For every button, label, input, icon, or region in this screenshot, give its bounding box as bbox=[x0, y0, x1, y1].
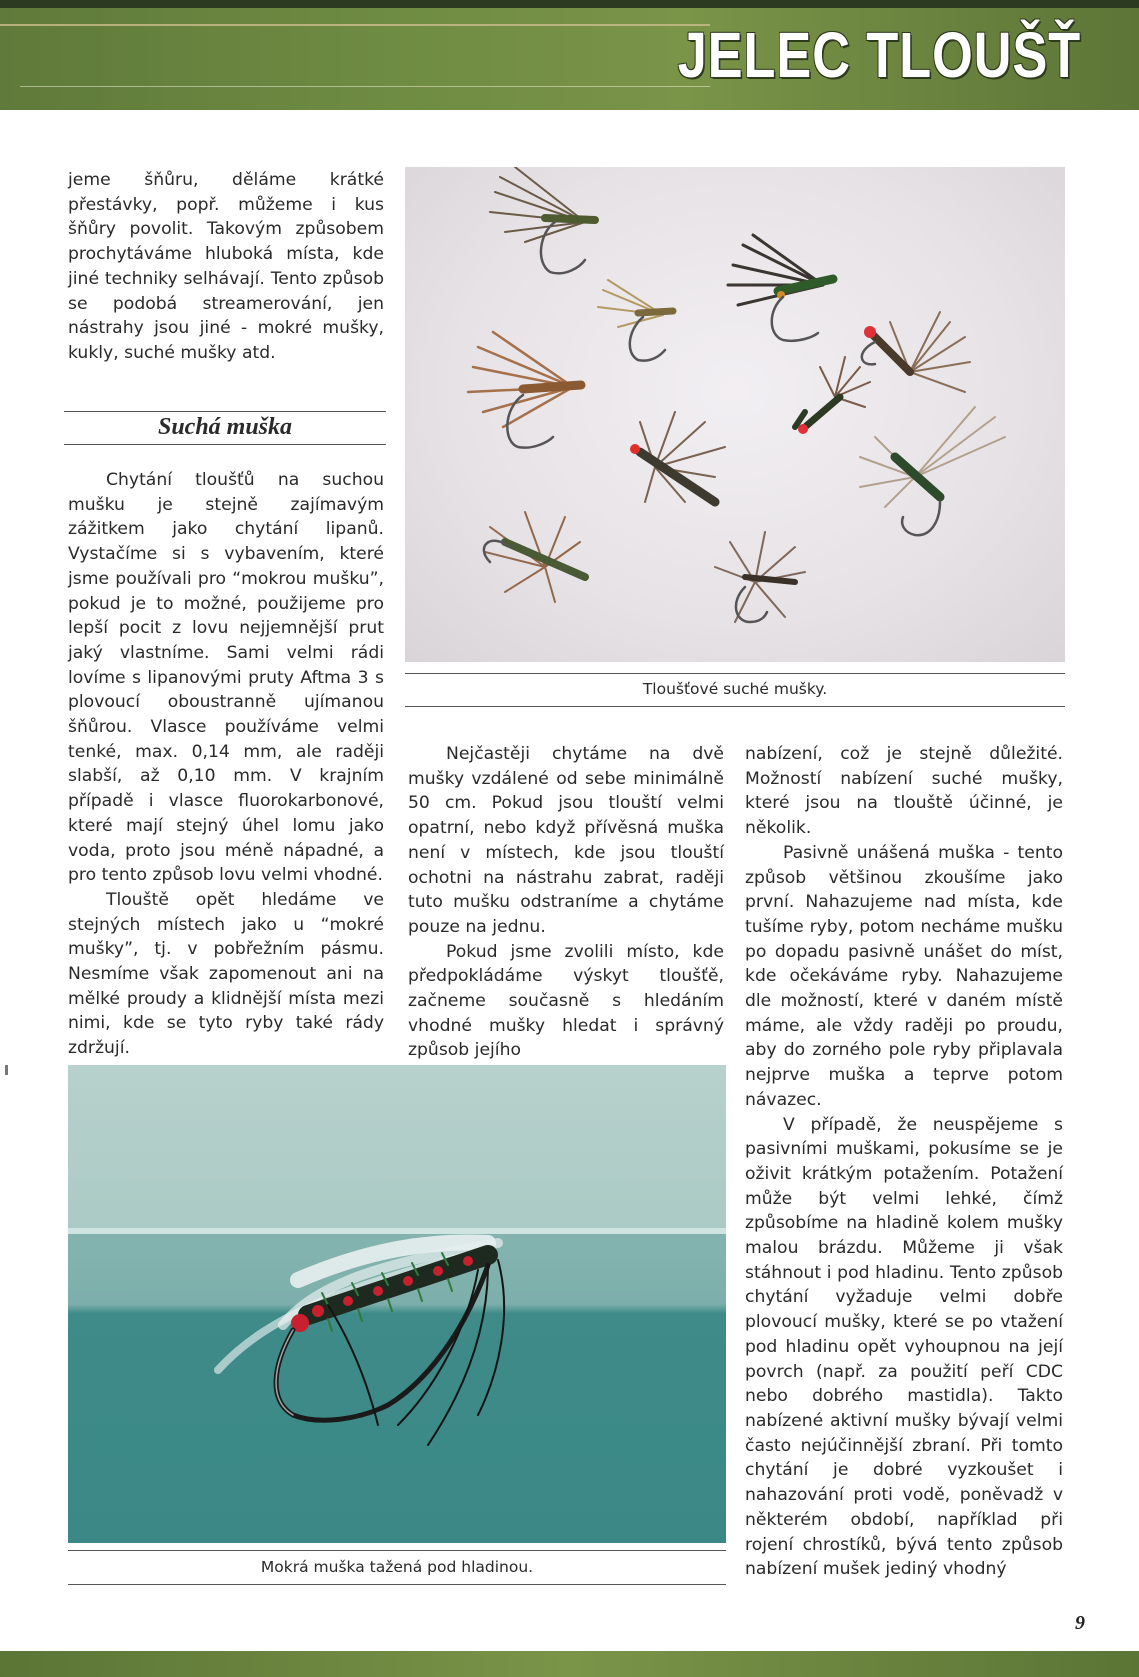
col1-intro-text bbox=[68, 168, 384, 366]
heading-rule-bottom bbox=[64, 444, 386, 445]
fly bbox=[490, 167, 595, 273]
fly bbox=[715, 532, 805, 622]
fly bbox=[862, 312, 970, 392]
paragraph: Tlouště opět hledáme ve stejných místech jako u “mokré mušky”, tj. v pobřežním pásmu. Nesmíme však zapomenout ani na mělké proudy a klidnější místa mezi nimi, kde se tyto ryby také rády zdržují. bbox=[68, 889, 384, 1059]
fly bbox=[860, 407, 1005, 535]
dry-flies-photo bbox=[405, 167, 1065, 662]
page-title: JELEC TLOUŠŤ bbox=[677, 19, 1081, 91]
paragraph: jeme šňůru, děláme krátké přestávky, popř. můžeme i kus šňůry povolit. Takovým způsobem prochytáváme hluboká místa, kde jiné techniky selhávají. Tento způsob se podobá streamerování, jen nástrahy jsou jiné - mokré mušky, kukly, suché mušky atd. bbox=[68, 170, 384, 363]
footer-band bbox=[0, 1651, 1139, 1677]
paragraph: V případě, že neuspějeme s pasivními muškami, pokusíme se je oživit krátkým potažením. Potažení může být velmi lehké, čímž způsobíme na hladině kolem mušky malou brázdu. Můžeme ji však stáhnout i pod hladinu. Tento způsob chytání vyžaduje velmi dobře plovoucí mušky, které se po vtažení pod hladinu opět vyhoupnou na její povrch (např. za použití peří CDC nebo dobrého mastidla). Takto nabízené aktivní mušky bývají velmi často nejúčinnější zbraní. Při tomto chytání je dobré vyzkoušet i nahazování proti vodě, poněvadž v některém období, například při rojení chrostíků, bývá tento způsob nabízení mušek jediný vhodný bbox=[745, 1114, 1063, 1580]
wet-fly-illustration bbox=[68, 1065, 726, 1543]
paragraph: Chytání tloušťů na suchou mušku je stejně zajímavým zážitkem jako chytání lipanů. Vystačíme si s vybavením, které jsme používali pro “mokrou mušku”, pokud je to možné, použijeme pro lepší pocit z lovu nejjemnější prut jaký vlastníme. Sami velmi rádi lovíme s lipanovými pruty Aftma 3 s plovoucí oboustranně ujímanou šňůrou. Vlasce používáme velmi tenké, max. 0,14 mm, ale raději slabší, až 0,10 mm. V krajním případě i vlasce fluorokarbonové, které mají stejný úhel lomu jako voda, proto jsou méně nápadné, a pro tento způsob lovu velmi vhodné. bbox=[68, 470, 384, 886]
photo2-caption: Mokrá muška tažená pod hladinou. bbox=[260, 1558, 534, 1576]
wet-fly-photo bbox=[68, 1065, 726, 1543]
header-band bbox=[0, 0, 1139, 110]
paragraph: nabízení, což je stejně důležité. Možností nabízení suché mušky, které jsou na tlouště účinné, je několik. bbox=[745, 744, 1063, 839]
fly bbox=[630, 412, 725, 502]
fly bbox=[728, 235, 833, 341]
paragraph: Pokud jsme zvolili místo, kde předpokládáme výskyt tloušťě, začneme současně s hledáním vhodné mušky hledat i správný způsob jejího bbox=[408, 941, 724, 1061]
photo1-caption: Tloušťové suché mušky. bbox=[642, 680, 828, 698]
fly bbox=[798, 357, 870, 434]
fly bbox=[468, 332, 581, 448]
dry-flies-illustration bbox=[405, 167, 1065, 662]
caption-rule-bottom bbox=[405, 706, 1065, 707]
caption-rule-top bbox=[68, 1550, 726, 1551]
section-heading: Suchá muška bbox=[157, 414, 293, 440]
caption-rule-bottom bbox=[68, 1584, 726, 1585]
col2-text bbox=[408, 742, 724, 1063]
paragraph: Nejčastěji chytáme na dvě mušky vzdálené od sebe minimálně 50 cm. Pokud jsou tlouští velmi opatrní, nebo když přívěsná muška není v místech, kde jsou tlouští ochotni na nástrahu zabrat, raději tuto mušku odstraníme a chytáme pouze na jednu. bbox=[408, 744, 724, 937]
col1-body-text bbox=[68, 468, 384, 1061]
page-number: 9 bbox=[1075, 1612, 1085, 1634]
col3-text bbox=[745, 742, 1063, 1582]
fly bbox=[598, 280, 673, 361]
caption-rule-top bbox=[405, 673, 1065, 674]
header-rule bbox=[0, 24, 710, 26]
margin-mark bbox=[5, 1065, 8, 1075]
heading-rule-top bbox=[64, 411, 386, 412]
fly bbox=[484, 512, 585, 602]
paragraph: Pasivně unášená muška - tento způsob většinou zkoušíme jako první. Nahazujeme nad místa, kde tušíme ryby, potom necháme mušku po dopadu pasivně unášet do míst, kde očekáváme ryby. Nahazujeme dle možností, které v daném místě máme, ale vždy raději po proudu, aby do zorného pole ryby připlavala nejprve muška a teprve potom návazec. bbox=[745, 842, 1063, 1110]
header-top-stripe bbox=[0, 0, 1139, 8]
header-rule-lower bbox=[20, 86, 710, 87]
